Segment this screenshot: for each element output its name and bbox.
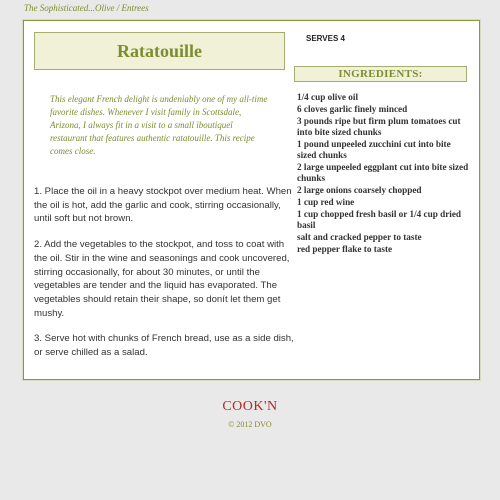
ingredient-item: 1 cup red wine	[297, 196, 355, 207]
recipe-title-box	[34, 32, 285, 70]
ingredient-item: 2 large onions coarsely chopped	[297, 184, 422, 195]
breadcrumb[interactable]: The Sophisticated...Olive / Entrees	[24, 3, 149, 13]
ingredient-item: 1/4 cup olive oil	[297, 92, 358, 102]
step-item: 1. Place the oil in a heavy stockpot over medium heat. When the oil is hot, add the garlic and cook, stirring occasionally, until soft but not brown.	[34, 186, 292, 225]
ingredients-list	[297, 92, 469, 256]
ingredients-header-label: INGREDIENTS:	[338, 68, 423, 80]
serves-label: SERVES 4	[306, 34, 345, 43]
recipe-card	[23, 20, 480, 380]
ingredients-header	[294, 66, 467, 82]
ingredient-item: 1 pound unpeeled zucchini cut into bite sized chunks	[297, 139, 451, 160]
recipe-steps	[34, 185, 296, 372]
ingredient-item: 3 pounds ripe but firm plum tomatoes cut into bite sized chunks	[297, 116, 461, 137]
cookn-logo: COOK'N	[222, 399, 278, 414]
step-item: 2. Add the vegetables to the stockpot, and toss to coat with the oil. Stir in the wine and seasonings and cook uncovered, stirring occasionally, for about 30 minutes, or until the vegetables are tender and the liquid has evaporated. The vegetables should retain their shape, so donít let them get mushy.	[34, 239, 290, 319]
ingredient-item: red pepper flake to taste	[297, 244, 393, 255]
recipe-intro: This elegant French delight is undeniably one of my all-time favorite dishes. Whenever I visit family in Scottsdale, Arizona, I always fit in a visit to a small ïboutiqueî restaurant that features authentic ratatouille. This recipe comes close.	[50, 94, 268, 156]
ingredient-item: 6 cloves garlic finely minced	[297, 104, 408, 115]
ingredient-item: salt and cracked pepper to taste	[297, 231, 422, 242]
recipe-title: Ratatouille	[117, 40, 202, 61]
ingredient-item: 1 cup chopped fresh basil or 1/4 cup dried basil	[297, 209, 462, 230]
step-item: 3. Serve hot with chunks of French bread, use as a side dish, or serve chilled as a salad.	[34, 333, 294, 359]
copyright-text: © 2012 DVO	[228, 420, 272, 429]
ingredient-item: 2 large unpeeled eggplant cut into bite sized chunks	[297, 161, 469, 183]
